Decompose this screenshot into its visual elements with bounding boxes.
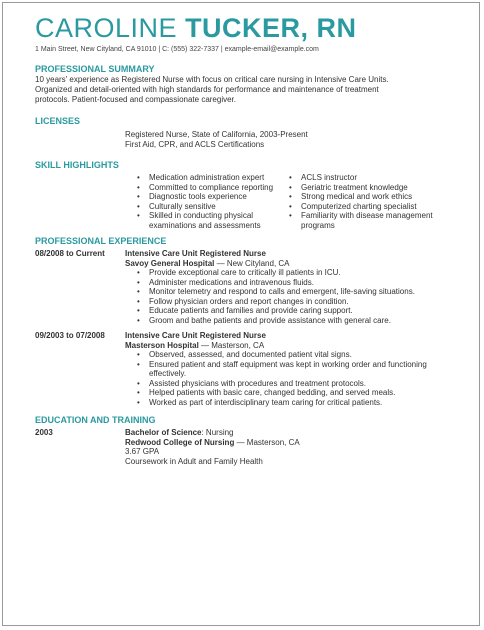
job-duty: • Monitor telemetry and respond to calls and emergent, life-saving situations. — [125, 287, 465, 297]
job-duty: • Helped patients with basic care, changed bedding, and served meals. — [125, 388, 465, 398]
summary-line: Organized and detail-oriented with high standards for performance and maintenance of treatment — [35, 85, 379, 94]
job-duty: • Educate patients and families and provide caring support. — [125, 306, 465, 316]
skill-item: • Strong medical and work ethics — [285, 192, 445, 202]
job-entry — [35, 331, 465, 407]
skills-heading: SKILL HIGHLIGHTS — [35, 160, 119, 170]
job-location: — Masterson, CA — [198, 340, 265, 350]
resume-page — [35, 11, 465, 466]
education-degree: Bachelor of Science — [125, 428, 202, 437]
education-year: 2003 — [35, 428, 53, 437]
summary-heading: PROFESSIONAL SUMMARY — [35, 64, 155, 74]
skill-item: • Skilled in conducting physical examinations and assessments — [125, 211, 285, 230]
skill-item: • Committed to compliance reporting — [125, 183, 285, 193]
job-duty: • Administer medications and intravenous fluids. — [125, 278, 465, 288]
job-duty: • Worked as part of interdisciplinary team caring for critical patients. — [125, 398, 465, 408]
summary-line: 10 years' experience as Registered Nurse with focus on critical care nursing in Intensive Care Units. — [35, 75, 389, 84]
skills-list — [125, 173, 465, 230]
education-location: — Masterson, CA — [234, 437, 300, 447]
document-frame — [2, 2, 480, 626]
job-title: Intensive Care Unit Registered Nurse — [125, 249, 266, 258]
skill-item: • ACLS instructor — [285, 173, 445, 183]
job-dates: 08/2008 to Current — [35, 249, 105, 258]
license-item: First Aid, CPR, and ACLS Certifications — [125, 140, 265, 149]
job-duty: • Assisted physicians with procedures and treatment protocols. — [125, 379, 465, 389]
education-school-line — [125, 438, 465, 448]
education-degree-line — [125, 428, 465, 438]
skill-item: • Medication administration expert — [125, 173, 285, 183]
job-duty: • Provide exceptional care to critically ill patients in ICU. — [125, 268, 465, 278]
job-duty: • Observed, assessed, and documented patient vital signs. — [125, 350, 465, 360]
job-dates: 09/2003 to 07/2008 — [35, 331, 105, 340]
first-name: CAROLINE — [35, 13, 178, 43]
licenses-heading: LICENSES — [35, 116, 81, 126]
skills-column-2 — [285, 173, 445, 230]
education-field: : Nursing — [201, 428, 234, 437]
education-body — [125, 428, 465, 466]
skill-item: • Familiarity with disease management programs — [285, 211, 445, 230]
contact-line: 1 Main Street, New Cityland, CA 91010 | C: (555) 322-7337 | example-email@example.com — [35, 46, 319, 53]
job-employer-line — [125, 259, 465, 269]
education-heading: EDUCATION AND TRAINING — [35, 415, 156, 425]
resume-name — [35, 11, 465, 45]
licenses-list — [125, 130, 465, 150]
last-name: TUCKER, RN — [185, 13, 357, 43]
job-body — [125, 331, 465, 407]
summary-line: protocols. Patient-focused and compassionate caregiver. — [35, 95, 237, 104]
education-entry — [35, 428, 465, 466]
job-employer: Savoy General Hospital — [125, 258, 215, 268]
license-item: Registered Nurse, State of California, 2003-Present — [125, 130, 308, 139]
skills-column-1 — [125, 173, 285, 230]
skill-item: • Culturally sensitive — [125, 202, 285, 212]
education-gpa: 3.67 GPA — [125, 447, 160, 456]
job-duty: • Follow physician orders and report changes in condition. — [125, 297, 465, 307]
job-duty: • Ensured patient and staff equipment was kept in working order and functioning effectively. — [125, 360, 465, 379]
job-duty: • Groom and bathe patients and provide assistance with general care. — [125, 316, 465, 326]
experience-heading: PROFESSIONAL EXPERIENCE — [35, 236, 167, 246]
job-duties — [125, 268, 465, 325]
summary-text — [35, 75, 465, 105]
skill-item: • Geriatric treatment knowledge — [285, 183, 445, 193]
job-duties — [125, 350, 465, 407]
job-entry — [35, 249, 465, 325]
job-employer-line — [125, 341, 465, 351]
education-school: Redwood College of Nursing — [125, 437, 235, 447]
skill-item: • Computerized charting specialist — [285, 202, 445, 212]
job-body — [125, 249, 465, 325]
job-employer: Masterson Hospital — [125, 340, 199, 350]
job-title: Intensive Care Unit Registered Nurse — [125, 331, 266, 340]
skill-item: • Diagnostic tools experience — [125, 192, 285, 202]
job-location: — New Cityland, CA — [214, 258, 290, 268]
education-coursework: Coursework in Adult and Family Health — [125, 456, 263, 466]
